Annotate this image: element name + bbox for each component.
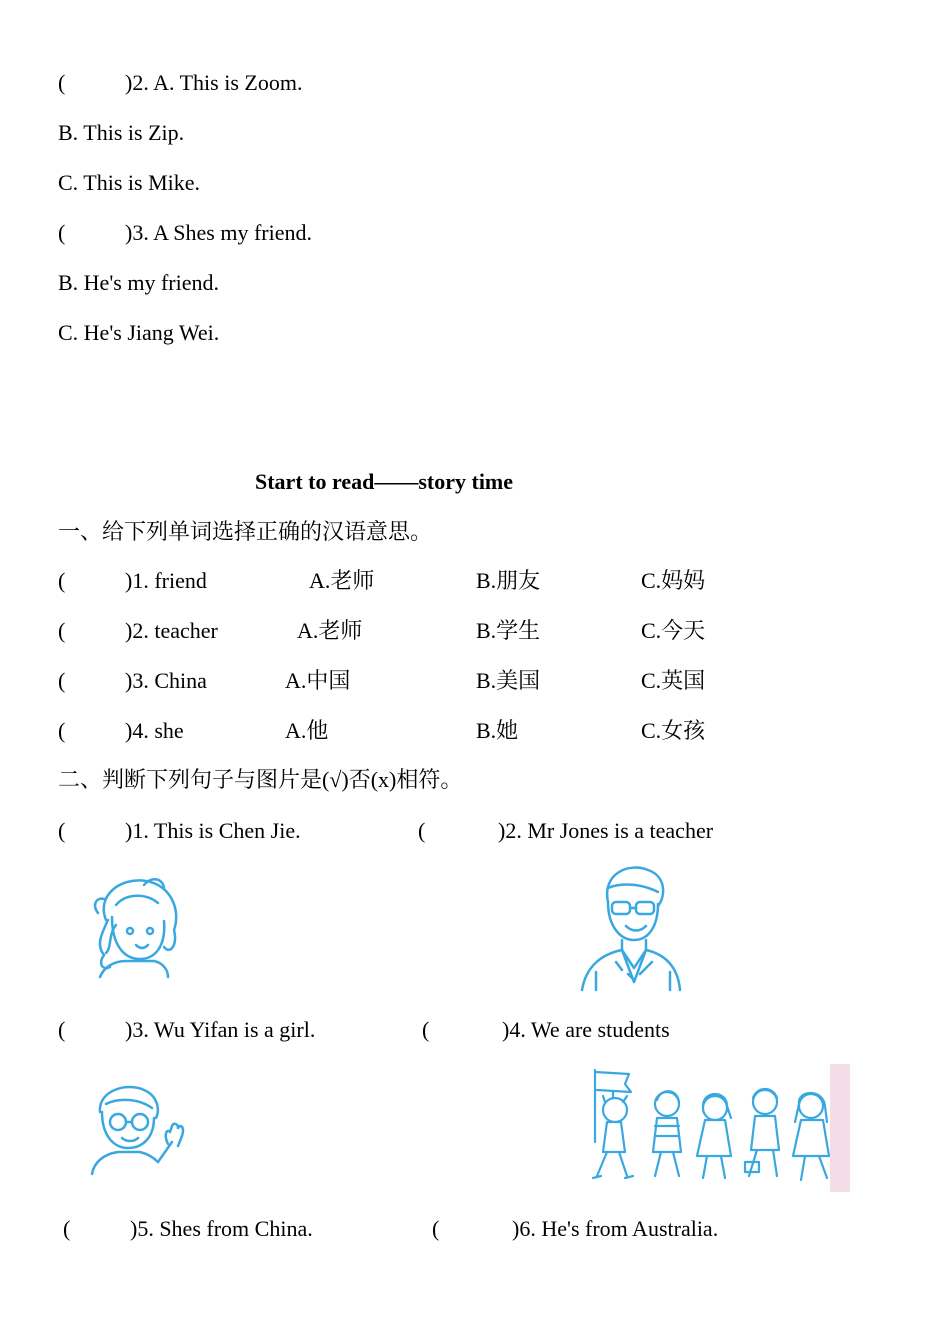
s1-row4-word: )4. she xyxy=(125,718,184,743)
s2-item1-text: )1. This is Chen Jie. xyxy=(125,818,301,843)
students-picture xyxy=(585,1064,850,1192)
s1-row4-a: A.他 xyxy=(285,718,329,743)
q3-option-a: )3. A Shes my friend. xyxy=(125,220,312,245)
s2-item4-text: )4. We are students xyxy=(502,1017,670,1042)
s1-row4-b: B.她 xyxy=(476,718,519,743)
q3-option-c: C. He's Jiang Wei. xyxy=(58,320,220,345)
s1-row2-c: C.今天 xyxy=(641,618,706,643)
s2-item4-paren[interactable]: ( xyxy=(422,1017,430,1042)
s2-item2-paren[interactable]: ( xyxy=(418,818,426,843)
s2-item6-paren[interactable]: ( xyxy=(432,1216,440,1241)
s1-row2-a: A.老师 xyxy=(297,618,363,643)
s2-item2-text: )2. Mr Jones is a teacher xyxy=(498,818,714,843)
section-title: Start to read——story time xyxy=(255,469,514,494)
s1-row1-paren[interactable]: ( xyxy=(58,568,66,593)
section1-heading: 一、给下列单词选择正确的汉语意思。 xyxy=(58,519,433,544)
boy-picture xyxy=(88,1082,188,1177)
girl-picture xyxy=(86,875,186,980)
s1-row4-c: C.女孩 xyxy=(641,718,706,743)
q2-paren[interactable]: ( xyxy=(58,70,66,95)
q2-option-a: )2. A. This is Zoom. xyxy=(125,70,303,95)
s1-row1-a: A.老师 xyxy=(309,568,375,593)
s2-item3-text: )3. Wu Yifan is a girl. xyxy=(125,1017,316,1042)
s1-row3-b: B.美国 xyxy=(476,668,541,693)
q2-option-b: B. This is Zip. xyxy=(58,120,185,145)
s1-row3-a: A.中国 xyxy=(285,668,351,693)
s1-row1-b: B.朋友 xyxy=(476,568,541,593)
s1-row4-paren[interactable]: ( xyxy=(58,718,66,743)
s1-row3-c: C.英国 xyxy=(641,668,706,693)
q3-paren[interactable]: ( xyxy=(58,220,66,245)
s2-item6-text: )6. He's from Australia. xyxy=(512,1216,719,1241)
s1-row2-word: )2. teacher xyxy=(125,618,218,643)
teacher-picture xyxy=(578,862,683,992)
section2-heading: 二、判断下列句子与图片是(√)否(x)相符。 xyxy=(58,767,463,792)
s1-row2-paren[interactable]: ( xyxy=(58,618,66,643)
s1-row3-paren[interactable]: ( xyxy=(58,668,66,693)
s2-item5-text: )5. Shes from China. xyxy=(130,1216,313,1241)
s1-row2-b: B.学生 xyxy=(476,618,541,643)
s1-row1-word: )1. friend xyxy=(125,568,207,593)
q3-option-b: B. He's my friend. xyxy=(58,270,219,295)
s1-row1-c: C.妈妈 xyxy=(641,568,706,593)
s2-item5-paren[interactable]: ( xyxy=(63,1216,71,1241)
s2-item1-paren[interactable]: ( xyxy=(58,818,66,843)
s1-row3-word: )3. China xyxy=(125,668,207,693)
s2-item3-paren[interactable]: ( xyxy=(58,1017,66,1042)
q2-option-c: C. This is Mike. xyxy=(58,170,201,195)
